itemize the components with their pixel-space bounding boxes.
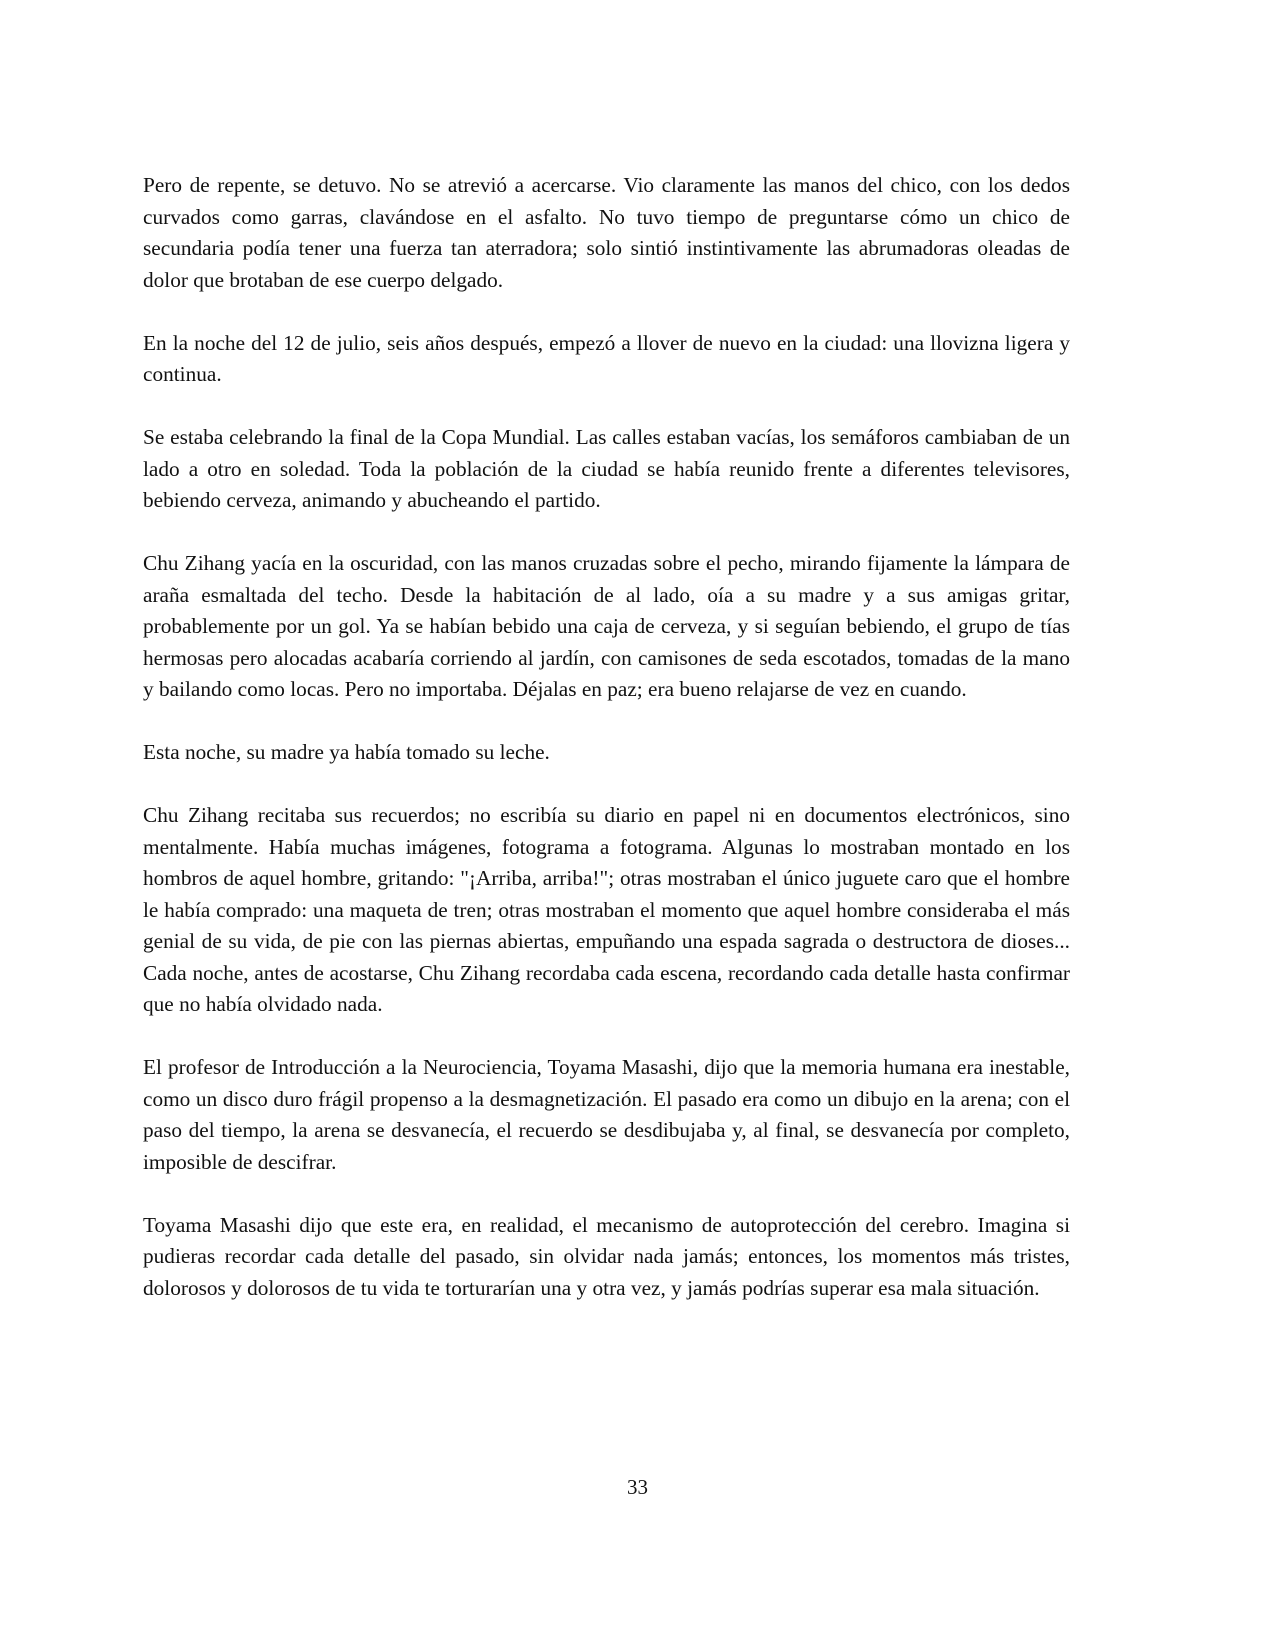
paragraph: Se estaba celebrando la final de la Copa Mundial. Las calles estaban vacías, los semáforos cambiaban de un lado a otro en soledad. Toda la población de la ciudad se había reunido frente a diferentes televisores, bebiendo cerveza, animando y abucheando el partido. — [143, 425, 1070, 512]
page-body — [143, 170, 1070, 1336]
paragraph: Chu Zihang yacía en la oscuridad, con las manos cruzadas sobre el pecho, mirando fijamente la lámpara de araña esmaltada del techo. Desde la habitación de al lado, oía a su madre y a sus amigas gritar, probablemente por un gol. Ya se habían bebido una caja de cerveza, y si seguían bebiendo, el grupo de tías hermosas pero alocadas acabaría corriendo al jardín, con camisones de seda escotados, tomadas de la mano y bailando como locas. Pero no importaba. Déjalas en paz; era bueno relajarse de vez en cuando. — [143, 551, 1070, 701]
paragraph: En la noche del 12 de julio, seis años después, empezó a llover de nuevo en la ciudad: una llovizna ligera y continua. — [143, 330, 1070, 386]
page-number: 33 — [627, 1475, 648, 1499]
paragraph: Chu Zihang recitaba sus recuerdos; no escribía su diario en papel ni en documentos electrónicos, sino mentalmente. Había muchas imágenes, fotograma a fotograma. Algunas lo mostraban montado en los hombros de aquel hombre, gritando: "¡Arriba, arriba!"; otras mostraban el único juguete caro que el hombre le había comprado: una maqueta de tren; otras mostraban el momento que aquel hombre consideraba el más genial de su vida, de pie con las piernas abiertas, empuñando una espada sagrada o destructora de dioses... Cada noche, antes de acostarse, Chu Zihang recordaba cada escena, recordando cada detalle hasta confirmar que no había olvidado nada. — [143, 803, 1070, 1016]
paragraph: Esta noche, su madre ya había tomado su leche. — [143, 740, 550, 764]
paragraph: Toyama Masashi dijo que este era, en realidad, el mecanismo de autoprotección del cerebro. Imagina si pudieras recordar cada detalle del pasado, sin olvidar nada jamás; entonces, los momentos más tristes, dolorosos y dolorosos de tu vida te torturarían una y otra vez, y jamás podrías superar esa mala situación. — [143, 1212, 1070, 1300]
paragraph: Pero de repente, se detuvo. No se atrevió a acercarse. Vio claramente las manos del chico, con los dedos curvados como garras, clavándose en el asfalto. No tuvo tiempo de preguntarse cómo un chico de secundaria podía tener una fuerza tan aterradora; solo sintió instintivamente las abrumadoras oleadas de dolor que brotaban de ese cuerpo delgado. — [143, 173, 1070, 292]
paragraph: El profesor de Introducción a la Neurociencia, Toyama Masashi, dijo que la memoria humana era inestable, como un disco duro frágil propenso a la desmagnetización. El pasado era como un dibujo en la arena; con el paso del tiempo, la arena se desvanecía, el recuerdo se desdibujaba y, al final, se desvanecía por completo, imposible de descifrar. — [143, 1055, 1070, 1174]
